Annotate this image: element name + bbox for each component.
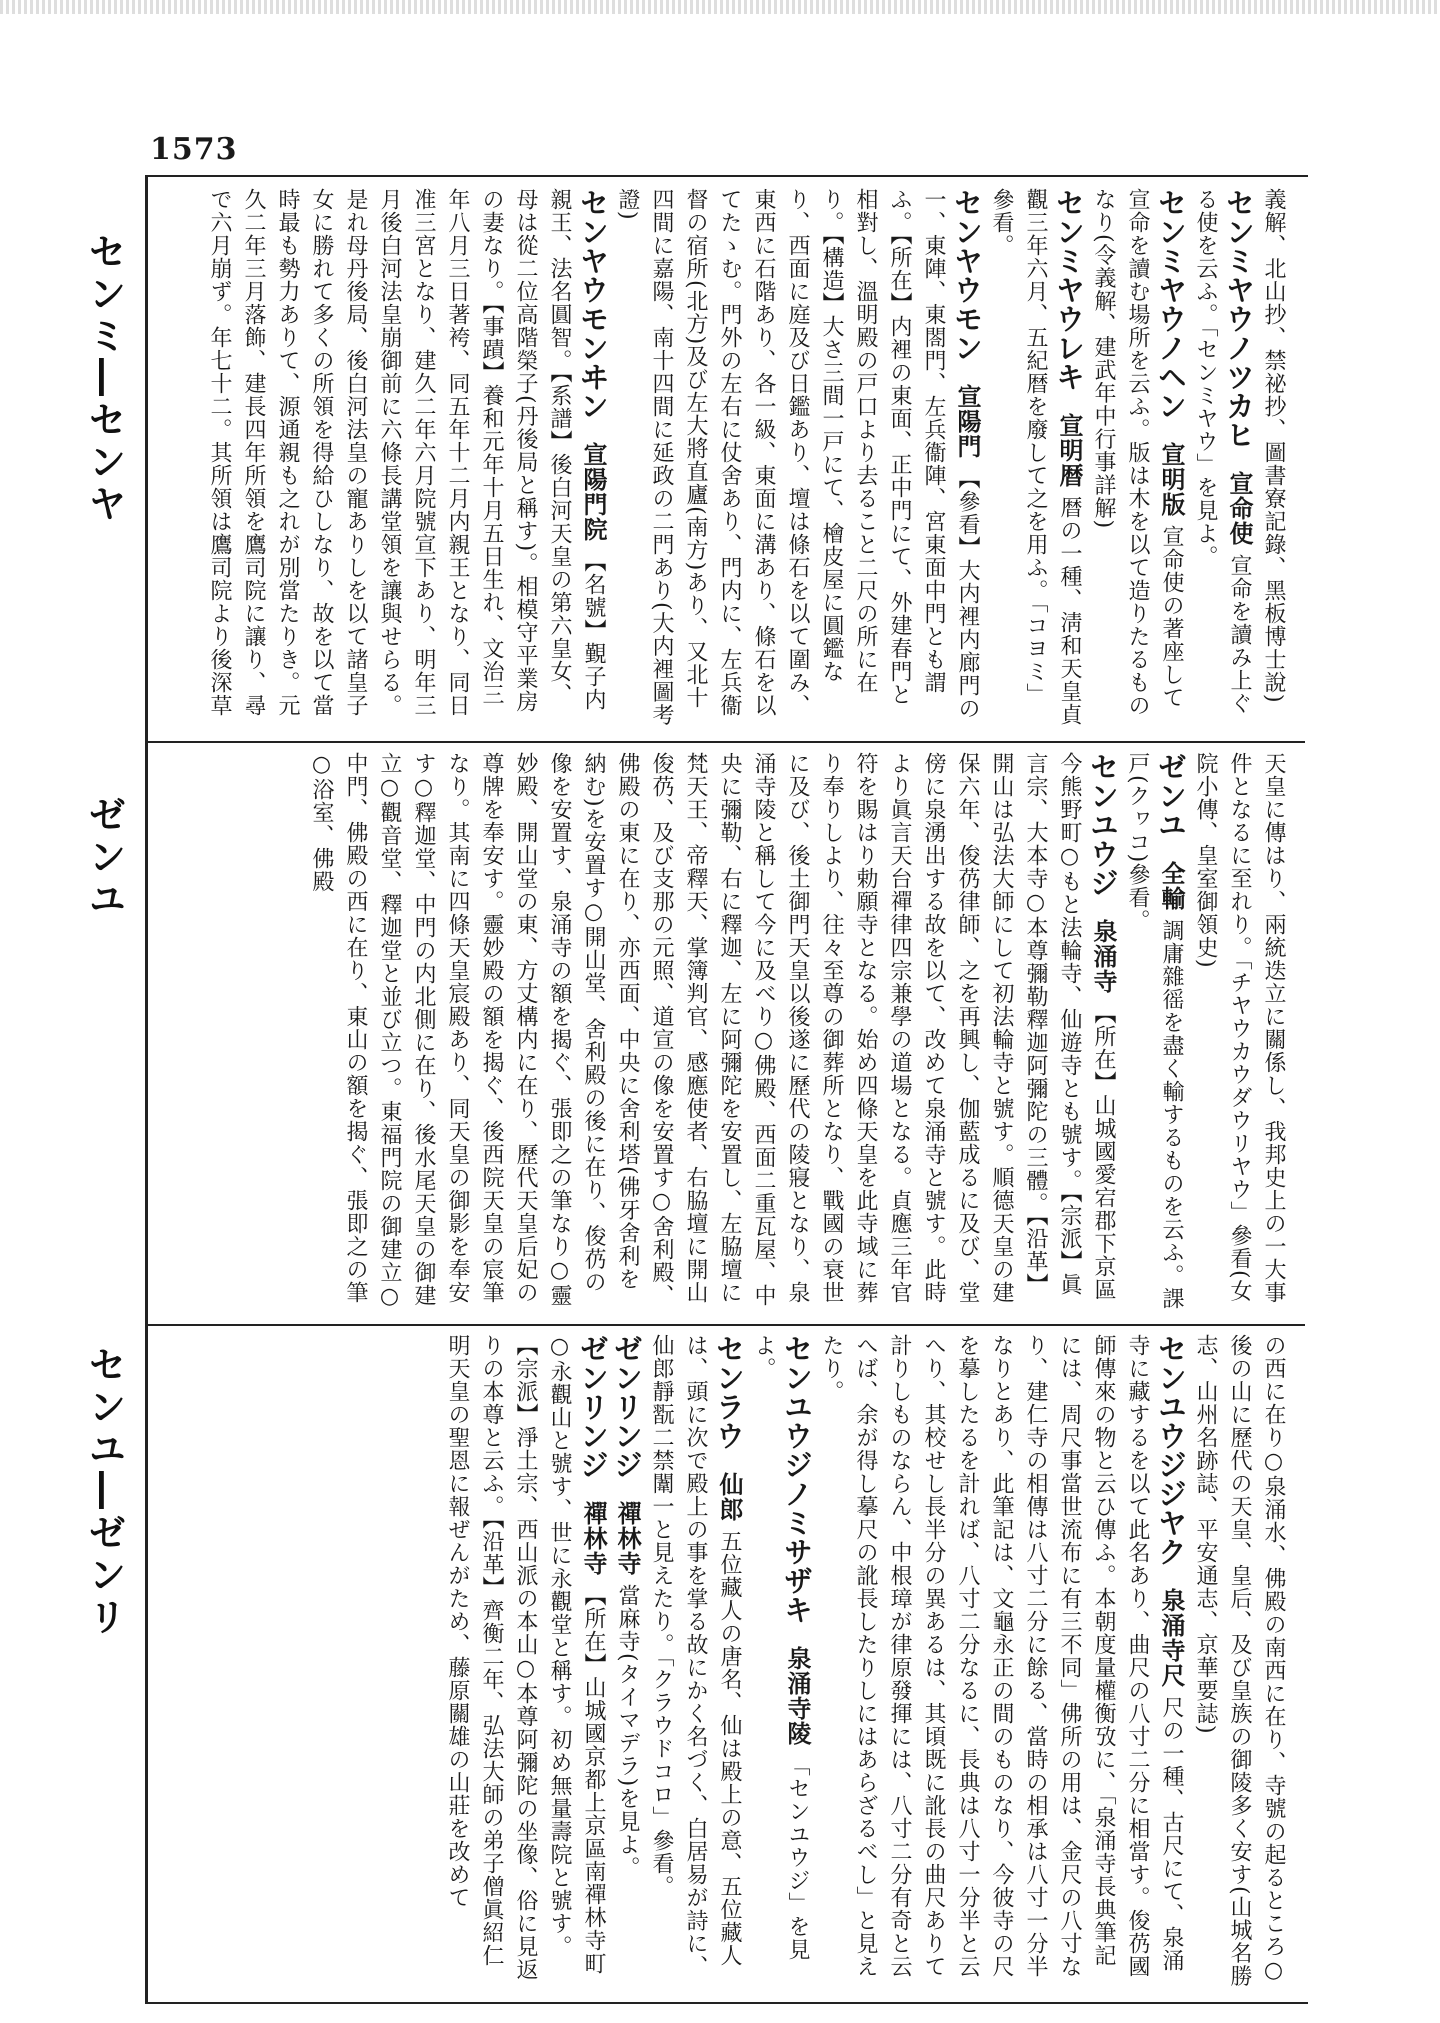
- scan-edge: [0, 0, 1440, 14]
- entry-kanji: 仙郎: [715, 1472, 744, 1522]
- entry-kanji: 禪林寺: [613, 1501, 642, 1576]
- entry-headword: センヤウモンヰン: [576, 188, 610, 420]
- entry-headword: ゼンリンジ: [610, 1334, 644, 1479]
- dictionary-entry: [1086, 188, 1188, 728]
- entry-body: 【名號】覲子内親王、法名圓智。【系譜】後白河天皇の第六皇女、母は從二位高階榮子(丹後局と稱す)。相模守平業房の妻なり。【事蹟】養和元年十月五日生れ、文治三年八月三日著袴、同五年十二月内親王となり、同日准三宮となり、建久二年六月院號宣下あり、明年三月後白河法皇崩御前に六條長講堂領を讓與せらる。是れ母丹後局、後白河法皇の寵ありしを以て諸皇子女に勝れて多くの所領を得給ひしなり、故を以て當時最も勢力ありて、源通親も之れが別當たりき。元久二年三月落飾、建長四年所領を鷹司院に讓り、尋で六月崩ず。年七十二。其所領は鷹司院より後深草: [207, 188, 606, 717]
- entry-body: 尺の一種、古尺にて、泉涌寺に藏するを以て此名あり、曲尺の八寸二分に相當す。俊芿國師傳來の物と云ひ傳ふ。本朝度量權衡攷に、「泉涌寺長典筆記には、周尺事當世流布に有三不同」佛所の用は、金尺の八寸なり、建仁寺の相傳は八寸二分に餘る、當時の相承は八寸一分半なりとあり、此筆記は、文龜永正の間のものなり、今彼寺の尺を摹したるを計れば、八寸二分なるに、長典は八寸一分半と云へり、其校せし長半分の異あるは、其頃既に訛長の曲尺ありて計りしものならん、中根璋が律原發揮には、八寸二分有奇と云へば、余が得し摹尺の訛長したりしにはあらざるべし」と見えたり。: [819, 1334, 1184, 1978]
- dictionary-entry: [746, 1334, 814, 1989]
- dictionary-entry: [1256, 188, 1290, 728]
- entry-kanji: 泉涌寺尺: [1157, 1588, 1186, 1688]
- entry-headword: センユウジノミサザキ: [780, 1334, 814, 1624]
- entry-body: 當麻寺(タイマデラ)を見よ。: [615, 1584, 640, 1880]
- dictionary-entry: [610, 1334, 644, 1989]
- running-header-3: センユ―ゼンリ: [82, 1345, 126, 1639]
- entry-body: 天皇に傳はり、兩統迭立に關係し、我邦史上の一大事件となるに至れり。「チヤウカウダウリヤウ」參看(女院小傳、皇室御領史): [1193, 752, 1286, 1304]
- entry-body: 「センユウジ」を見よ。: [751, 1334, 810, 1961]
- entry-headword: センユウジジヤク: [1154, 1334, 1188, 1566]
- entry-kanji: 泉涌寺陵: [783, 1646, 812, 1746]
- dictionary-entry: [440, 1334, 610, 1989]
- dictionary-entry: [1188, 188, 1256, 728]
- dictionary-entry: [814, 1334, 1188, 1989]
- section-divider: [145, 741, 1305, 743]
- entry-headword: センヤウモン: [950, 188, 984, 362]
- dictionary-section-3: [180, 1334, 1290, 1989]
- entry-body: 五位藏人の唐名、仙は殿上の意、五位藏人は、頭に次で殿上の事を掌る故にかく名づく、白居易が詩に、仙郎靜翫二禁闈一と見えたり。「クラウドコロ」參看。: [649, 1334, 742, 1978]
- entry-kanji: 禪林寺: [579, 1501, 608, 1576]
- entry-headword: センミヤウレキ: [1052, 188, 1086, 391]
- running-header-1: センミ―センヤ: [82, 232, 126, 526]
- entry-headword: ゼンリンジ: [576, 1334, 610, 1479]
- page-number: 1573: [150, 132, 238, 167]
- dictionary-entry: [1188, 1334, 1290, 1989]
- entry-headword: ゼンユ: [1154, 752, 1188, 839]
- running-header-2: ゼンユ: [82, 795, 126, 921]
- entry-headword: センラウ: [712, 1334, 746, 1450]
- dictionary-entry: [1188, 752, 1290, 1312]
- dictionary-entry: [304, 752, 1120, 1312]
- dictionary-section-1: [180, 188, 1290, 728]
- entry-body: 【所在】山城國愛宕郡下京區今熊野町○もと法輪寺、仙遊寺とも號す。【宗派】眞言宗、大本寺○本尊彌勒釋迦阿彌陀の三體。【沿革】開山は弘法大師にして初法輪寺と號す。順德天皇の建保六年、俊芿律師、之を再興し、伽藍成るに及び、堂傍に泉湧出する故を以て、改めて泉涌寺と號す。此時より眞言天台禪律四宗兼學の道場となる。貞應三年官符を賜はり勅願寺となる。始め四條天皇を此寺域に葬り奉りしより、往々至尊の御葬所となり、戰國の衰世に及び、後土御門天皇以後遂に歷代の陵寢となり、泉涌寺陵と稱して今に及べり○佛殿、西面二重瓦屋、中央に彌勒、右に釋迦、左に阿彌陀を安置し、左脇壇に梵天王、帝釋天、掌簿判官、感應使者、右脇壇に開山俊芿、及び支那の元照、道宣の像を安置す○舍利殿、佛殿の東に在り、亦西面、中央に舍利塔(佛牙舍利を納む)を安置す○開山堂、舍利殿の後に在り、俊芿の像を安置す、泉涌寺の額を揭ぐ、張即之の筆なり○靈妙殿、開山堂の東、方丈構内に在り、歷代天皇后妃の尊牌を奉安す。靈妙殿の額を揭ぐ、後西院天皇の宸筆なり。其南に四條天皇宸殿あり、同天皇の御影を奉安す○釋迦堂、中門の内北側に在り、後水尾天皇の御建立○觀音堂、釋迦堂と並び立つ。東福門院の御建立○中門、佛殿の西に在り、東山の額を揭ぐ、張即之の筆○浴室、佛殿: [309, 752, 1116, 1310]
- entry-body: 義解、北山抄、禁祕抄、圖書寮記錄、黑板博士說): [1261, 188, 1286, 704]
- entry-body: 【參看】大内裡内廊門の一、東陣、東閤門、左兵衞陣、宮東面中門とも謂ふ。【所在】内裡の東面、正中門にて、外建春門と相對し、溫明殿の戸口より去ること二尺の所に在り。【構造】大さ三間一戸にて、檜皮屋に圓鑑なり、西面に庭及び日鑑あり、壇は條石を以て圍み、東西に石階あり、各一級、東面に溝あり、條石を以てたゝむ。門外の左右に仗舍あり、門内に、左兵衞督の宿所(北方)及び左大將直廬(南方)あり、又北十四間に嘉陽、南十四間に延政の二門あり(大内裡圖考證): [615, 188, 980, 727]
- entry-kanji: 宣明版: [1157, 442, 1186, 517]
- entry-body: 調庸雜徭を盡く輸するものを云ふ。課戸(クヮコ)參看。: [1125, 752, 1184, 1310]
- entry-headword: センミヤウノヘン: [1154, 188, 1188, 420]
- dictionary-entry: [1120, 752, 1188, 1312]
- dictionary-entry: [610, 188, 984, 728]
- entry-body: 暦の一種、淸和天皇貞觀三年六月、五紀暦を廢して之を用ふ。「コヨミ」參看。: [989, 188, 1082, 726]
- entry-body: 【所在】山城國京都上京區南禪林寺町○永觀山と號す、世に永觀堂と稱す。初め無量壽院と號す。【宗派】淨土宗、西山派の本山○本尊阿彌陀の坐像、俗に見返りの本尊と云ふ。【沿革】齊衡二年、弘法大師の弟子僧眞紹仁明天皇の聖恩に報ぜんがため、藤原關雄の山莊を改めて: [445, 1334, 606, 1981]
- section-divider: [145, 1324, 1305, 1326]
- entry-kanji: 宣命使: [1225, 471, 1254, 546]
- entry-headword: センミヤウノツカヒ: [1222, 188, 1256, 449]
- entry-body: 宣命使の著座して宣命を讀む場所を云ふ。版は木を以て造りたるものなり(令義解、建武年中行事詳解): [1091, 188, 1184, 717]
- dictionary-section-2: [180, 752, 1290, 1312]
- entry-body: 宣命を讀み上ぐる使を云ふ。「センミヤウ」を見よ。: [1193, 188, 1252, 715]
- entry-kanji: 宣陽門院: [579, 442, 608, 542]
- entry-body: の西に在り○泉涌水、佛殿の南西に在り、寺號の起るところ○後の山に歷代の天皇、皇后、及び皇族の御陵多く安す(山城名勝志、山州名跡誌、平安通志、京華要誌): [1193, 1334, 1286, 1988]
- entry-kanji: 宣明暦: [1055, 413, 1084, 488]
- entry-kanji: 宣陽門: [953, 384, 982, 459]
- dictionary-entry: [984, 188, 1086, 728]
- entry-kanji: 泉涌寺: [1089, 919, 1118, 994]
- dictionary-entry: [202, 188, 610, 728]
- dictionary-entry: [644, 1334, 746, 1989]
- entry-headword: センユウジ: [1086, 752, 1120, 897]
- entry-kanji: 全輸: [1157, 861, 1186, 911]
